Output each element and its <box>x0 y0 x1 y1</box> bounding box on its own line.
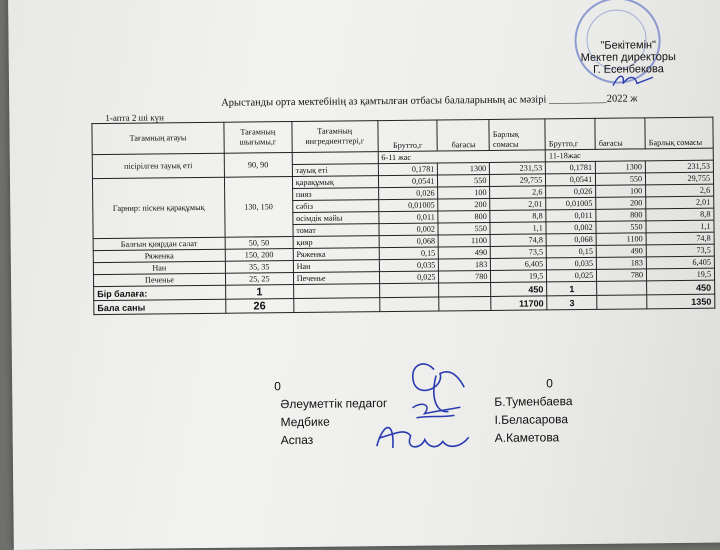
brutto-2-cell: 0,011 <box>546 209 596 222</box>
brutto-2-cell: 0,035 <box>547 257 597 270</box>
yield-cell: 90, 90 <box>224 153 292 178</box>
yield-cell: 130, 150 <box>224 177 292 238</box>
handwritten-signatures <box>364 357 505 468</box>
empty-cell <box>293 298 379 313</box>
empty-cell <box>379 283 439 298</box>
empty-cell <box>439 282 491 297</box>
ingredient-cell: Нан <box>293 260 379 273</box>
zero-right: 0 <box>546 376 553 391</box>
ingredient-cell: пияз <box>292 188 378 201</box>
sum-1-cell: 74,8 <box>490 234 546 247</box>
role-nurse: Медбике <box>280 414 330 430</box>
sum-1-cell: 8,8 <box>490 210 546 223</box>
menu-title: Арыстанды орта мектебінің аз қамтылған отбасы балаларының ас мәзірі ___________2022 ж <box>221 93 638 109</box>
price-1-cell: 183 <box>439 258 491 271</box>
sum-1-cell: 1,1 <box>490 222 546 235</box>
sum-2-cell: 1,1 <box>646 220 714 233</box>
brutto-2-cell: 0,0541 <box>546 173 596 186</box>
header-sum-2: Барлық сомасы <box>645 117 713 149</box>
price-1-cell: 1300 <box>438 162 490 175</box>
sum-2-cell: 19,5 <box>647 268 715 281</box>
brutto-1-cell: 0,011 <box>378 211 438 224</box>
price-1-cell: 550 <box>438 222 490 235</box>
ingredient-cell: қияр <box>293 236 379 249</box>
ingredient-cell: Печенье <box>293 272 379 285</box>
children-count-label: Бала саны <box>94 299 226 314</box>
price-2-cell: 200 <box>596 197 646 210</box>
price-2-cell: 550 <box>596 173 646 186</box>
brutto-2-cell: 0,002 <box>546 221 596 234</box>
header-yield: Тағамның шығымы,г <box>224 122 292 154</box>
approval-title: "Бекітемін" <box>600 39 657 52</box>
dish-cell: Гарнир: піскен қарақұмық <box>92 177 224 238</box>
ingredient-cell: томат <box>293 224 379 237</box>
brutto-1-cell: 0,026 <box>378 187 438 200</box>
yield-cell: 50, 50 <box>225 237 293 250</box>
sum-1-cell: 73,5 <box>491 246 547 259</box>
header-price-2: бағасы <box>595 118 645 150</box>
brutto-2-cell: 0,068 <box>546 233 596 246</box>
per-child-label: Бір балаға: <box>94 285 226 300</box>
children-sum-2: 1350 <box>647 294 715 309</box>
price-1-cell: 200 <box>438 198 490 211</box>
brutto-1-cell: 0,068 <box>379 235 439 248</box>
yield-cell: 150, 200 <box>225 249 293 262</box>
document-page <box>8 0 720 550</box>
empty-cell <box>439 296 491 311</box>
ingredient-cell: сәбіз <box>292 200 378 213</box>
dish-cell: Нан <box>93 261 225 274</box>
children-brutto-2: 3 <box>547 295 597 310</box>
empty-cell <box>293 284 379 299</box>
sum-2-cell: 29,755 <box>646 172 714 185</box>
brutto-2-cell: 0,1781 <box>546 161 596 174</box>
ingredient-cell: тауық еті <box>292 164 378 177</box>
price-2-cell: 800 <box>596 209 646 222</box>
brutto-1-cell: 0,025 <box>379 271 439 284</box>
header-brutto-2: Брутто,г <box>545 118 595 150</box>
brutto-1-cell: 0,0541 <box>378 175 438 188</box>
price-2-cell: 1100 <box>596 233 646 246</box>
brutto-2-cell: 0,15 <box>546 245 596 258</box>
header-dish: Тағамның атауы <box>92 122 224 154</box>
yield-cell: 35, 35 <box>225 261 293 274</box>
price-1-cell: 1100 <box>439 234 491 247</box>
dish-cell: Печенье <box>93 273 225 286</box>
price-1-cell: 780 <box>439 270 491 283</box>
sum-1-cell: 2,6 <box>490 186 546 199</box>
sum-2-cell: 8,8 <box>646 208 714 221</box>
role-cook: Аспаз <box>280 432 314 448</box>
sum-1-cell: 19,5 <box>491 270 547 283</box>
children-count: 26 <box>226 299 294 314</box>
brutto-2-cell: 0,026 <box>546 185 596 198</box>
header-price-1: бағасы <box>437 119 489 151</box>
yield-cell: 25, 25 <box>225 273 293 286</box>
sum-2-cell: 74,8 <box>646 232 714 245</box>
price-1-cell: 490 <box>439 246 491 259</box>
children-sum-1: 11700 <box>491 296 547 311</box>
sum-2-cell: 2,01 <box>646 196 714 209</box>
age-group-1: 6-11 жас <box>378 150 546 164</box>
sum-2-cell: 73,5 <box>646 244 714 257</box>
per-child-sum-1: 450 <box>491 282 547 297</box>
age-spacer <box>292 152 378 165</box>
ingredient-cell: Ряженка <box>293 248 379 261</box>
price-2-cell: 490 <box>596 245 646 258</box>
sum-2-cell: 231,53 <box>645 160 713 173</box>
price-2-cell: 100 <box>596 185 646 198</box>
approval-position: Мектеп директоры <box>580 51 676 65</box>
brutto-1-cell: 0,01005 <box>378 199 438 212</box>
role-social-pedagogue: Әлеуметтік педагог <box>280 396 388 412</box>
dish-cell: пісірілген тауық еті <box>92 153 224 178</box>
brutto-1-cell: 0,002 <box>379 223 439 236</box>
sum-1-cell: 29,755 <box>490 174 546 187</box>
header-sum-1: Барлық сомасы <box>489 119 545 151</box>
age-group-2: 11-18жас <box>545 148 713 162</box>
director-signature <box>609 69 659 92</box>
brutto-1-cell: 0,035 <box>379 259 439 272</box>
approval-name: Г. Есенбекова <box>592 63 664 76</box>
dish-cell: Ряженка <box>93 249 225 262</box>
price-2-cell: 183 <box>597 257 647 270</box>
sum-1-cell: 6,405 <box>491 258 547 271</box>
header-brutto-1: Брутто,г <box>377 120 437 152</box>
per-child-brutto-2: 1 <box>547 281 597 296</box>
dish-cell: Балғын қиярдан салат <box>93 237 225 250</box>
week-label: 1-апта 2 ші күн <box>105 112 165 123</box>
price-2-cell: 550 <box>596 221 646 234</box>
empty-cell <box>597 295 647 310</box>
brutto-2-cell: 0,01005 <box>546 197 596 210</box>
price-2-cell: 780 <box>597 269 647 282</box>
sum-2-cell: 6,405 <box>646 256 714 269</box>
empty-cell <box>597 281 647 296</box>
price-1-cell: 800 <box>438 210 490 223</box>
brutto-2-cell: 0,025 <box>547 269 597 282</box>
ingredient-cell: қарақұмық <box>292 176 378 189</box>
empty-cell <box>379 297 439 312</box>
header-ingredients: Тағамның ингредиенттері,г <box>292 121 378 153</box>
sum-2-cell: 2,6 <box>646 184 714 197</box>
price-1-cell: 550 <box>438 174 490 187</box>
name-nurse: І.Беласарова <box>494 412 569 427</box>
sum-1-cell: 231,53 <box>490 162 546 175</box>
menu-table <box>91 117 715 316</box>
brutto-1-cell: 0,15 <box>379 247 439 260</box>
per-child-sum-2: 450 <box>647 280 715 295</box>
price-2-cell: 1300 <box>595 161 645 174</box>
per-child-count: 1 <box>225 285 293 300</box>
zero-left: 0 <box>274 379 281 394</box>
sum-1-cell: 2,01 <box>490 198 546 211</box>
brutto-1-cell: 0,1781 <box>378 163 438 176</box>
ingredient-cell: өсімдік майы <box>293 212 379 225</box>
price-1-cell: 100 <box>438 186 490 199</box>
name-cook: А.Каметова <box>494 430 560 445</box>
name-social-pedagogue: Б.Туменбаева <box>494 394 573 409</box>
